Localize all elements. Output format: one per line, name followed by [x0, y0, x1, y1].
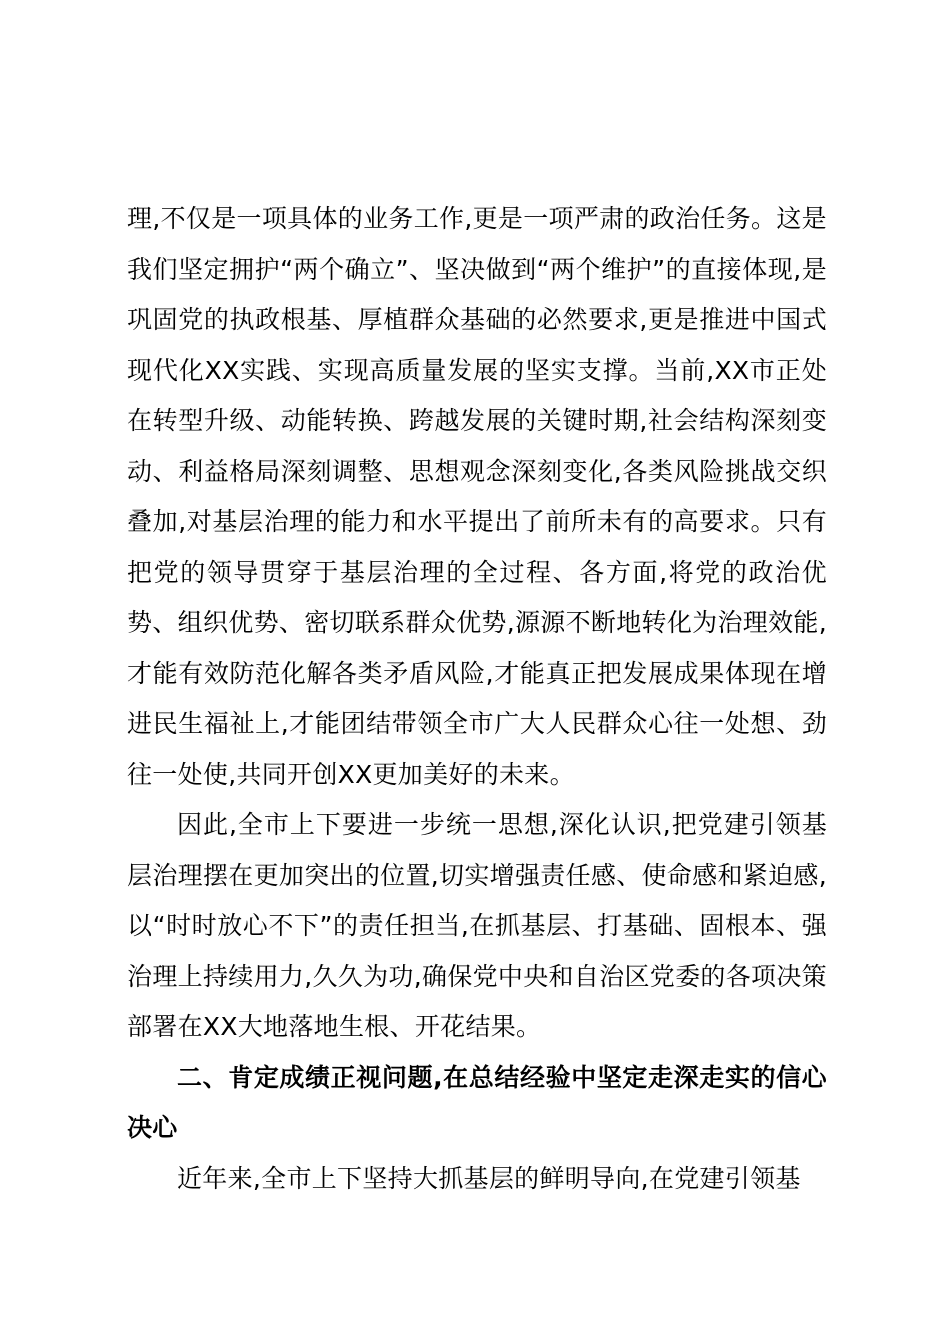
section-heading: 二、肯定成绩正视问题,在总结经验中坚定走深走实的信心决心 — [127, 1062, 827, 1142]
paragraph-conclusion: 因此,全市上下要进一步统一思想,深化认识,把党建引领基层治理摆在更加突出的位置,切实增强责任感、使命感和紧迫感,以“时时放心不下”的责任担当,在抓基层、打基础、固根本、强治理上持续用力,久久为功,确保党中央和自治区党委的各项决策部署在XX大地落地生根、开花结果。 — [127, 810, 827, 1041]
paragraph-continuation: 理,不仅是一项具体的业务工作,更是一项严肃的政治任务。这是我们坚定拥护“两个确立”、坚决做到“两个维护”的直接体现,是巩固党的执政根基、厚植群众基础的必然要求,更是推进中国式现代化XX实践、实现高质量发展的坚实支撑。当前,XX市正处在转型升级、动能转换、跨越发展的关键时期,社会结构深刻变动、利益格局深刻调整、思想观念深刻变化,各类风险挑战交织叠加,对基层治理的能力和水平提出了前所未有的高要求。只有把党的领导贯穿于基层治理的全过程、各方面,将党的政治优势、组织优势、密切联系群众优势,源源不断地转化为治理效能,才能有效防范化解各类矛盾风险,才能真正把发展成果体现在增进民生福祉上,才能团结带领全市广大人民群众心往一处想、劲往一处使,共同开创XX更加美好的未来。 — [127, 204, 827, 789]
document-body — [127, 194, 827, 1204]
paragraph-section-intro: 近年来,全市上下坚持大抓基层的鲜明导向,在党建引领基 — [177, 1163, 801, 1193]
